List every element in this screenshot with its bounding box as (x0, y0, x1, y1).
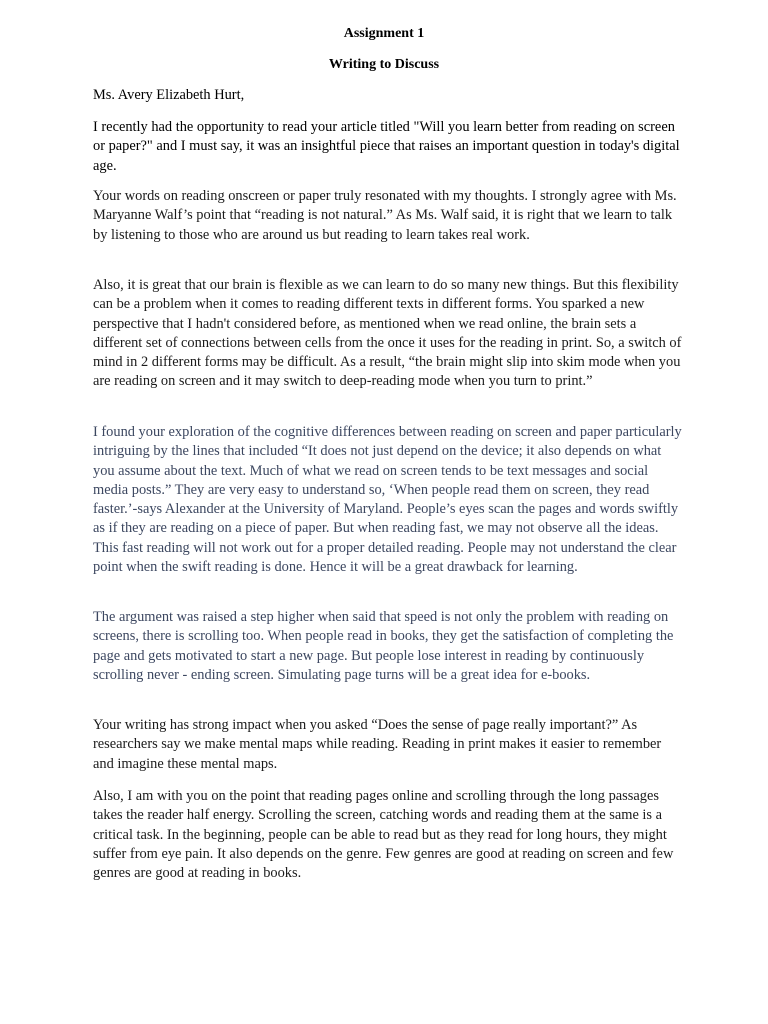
paragraph-1: I recently had the opportunity to read your article titled "Will you learn better from reading on screen or paper?" and I must say, it was an insightful piece that raises an important question in today's digital age. (93, 119, 680, 174)
paragraph-2: Your words on reading onscreen or paper truly resonated with my thoughts. I strongly agree with Ms. Maryanne Walf’s point that “reading is not natural.” As Ms. Walf said, it is right that we learn to talk by listening to those who are around us but reading to learn takes real work. (93, 188, 677, 243)
salutation: Ms. Avery Elizabeth Hurt, (93, 87, 245, 103)
paragraph-6: Your writing has strong impact when you asked “Does the sense of page really important?” As researchers say we make mental maps while reading. Reading in print makes it easier to remember and imagine these mental maps. (93, 717, 662, 772)
paragraph-4: I found your exploration of the cognitive differences between reading on screen and paper particularly intriguing by the lines that included “It does not just depend on the device; it also depends on what you assume about the text. Much of what we read on screen tends to be text messages and social media posts.” They are very easy to understand so, ‘When people read them on screen, they read faster.’-says Alexander at the University of Maryland. People’s eyes scan the pages and words swiftly as if they are reading on a piece of paper. But when reading fast, we may not observe all the ideas. This fast reading will not work out for a proper detailed reading. People may not understand the clear point when the swift reading is done. Hence it will be a great drawback for learning. (93, 424, 682, 576)
paragraph-3: Also, it is great that our brain is flexible as we can learn to do so many new things. But this flexibility can be a problem when it comes to reading different texts in different forms. You sparked a new perspective that I hadn't considered before, as mentioned when we read online, the brain sets a different set of connections between cells from the once it uses for the reading in print. So, a switch of mind in 2 different forms may be difficult. As a result, “the brain might slip into skim mode when you are reading on screen and it may switch to deep-reading mode when you turn to print.” (93, 277, 682, 390)
paragraph-7: Also, I am with you on the point that reading pages online and scrolling through the long passages takes the reader half energy. Scrolling the screen, catching words and reading them at the same is a critical task. In the beginning, people can be able to read but as they read for long hours, they might suffer from eye pain. It also depends on the genre. Few genres are good at reading on screen and few genres are good at reading in books. (93, 788, 674, 882)
document-title: Assignment 1 (343, 26, 425, 41)
document-subtitle: Writing to Discuss (328, 57, 440, 72)
paragraph-5: The argument was raised a step higher when said that speed is not only the problem with reading on screens, there is scrolling too. When people read in books, they get the satisfaction of completing the page and gets motivated to start a new page. But people lose interest in reading by continuously scrolling never - ending screen. Simulating page turns will be a great idea for e-books. (93, 609, 674, 683)
